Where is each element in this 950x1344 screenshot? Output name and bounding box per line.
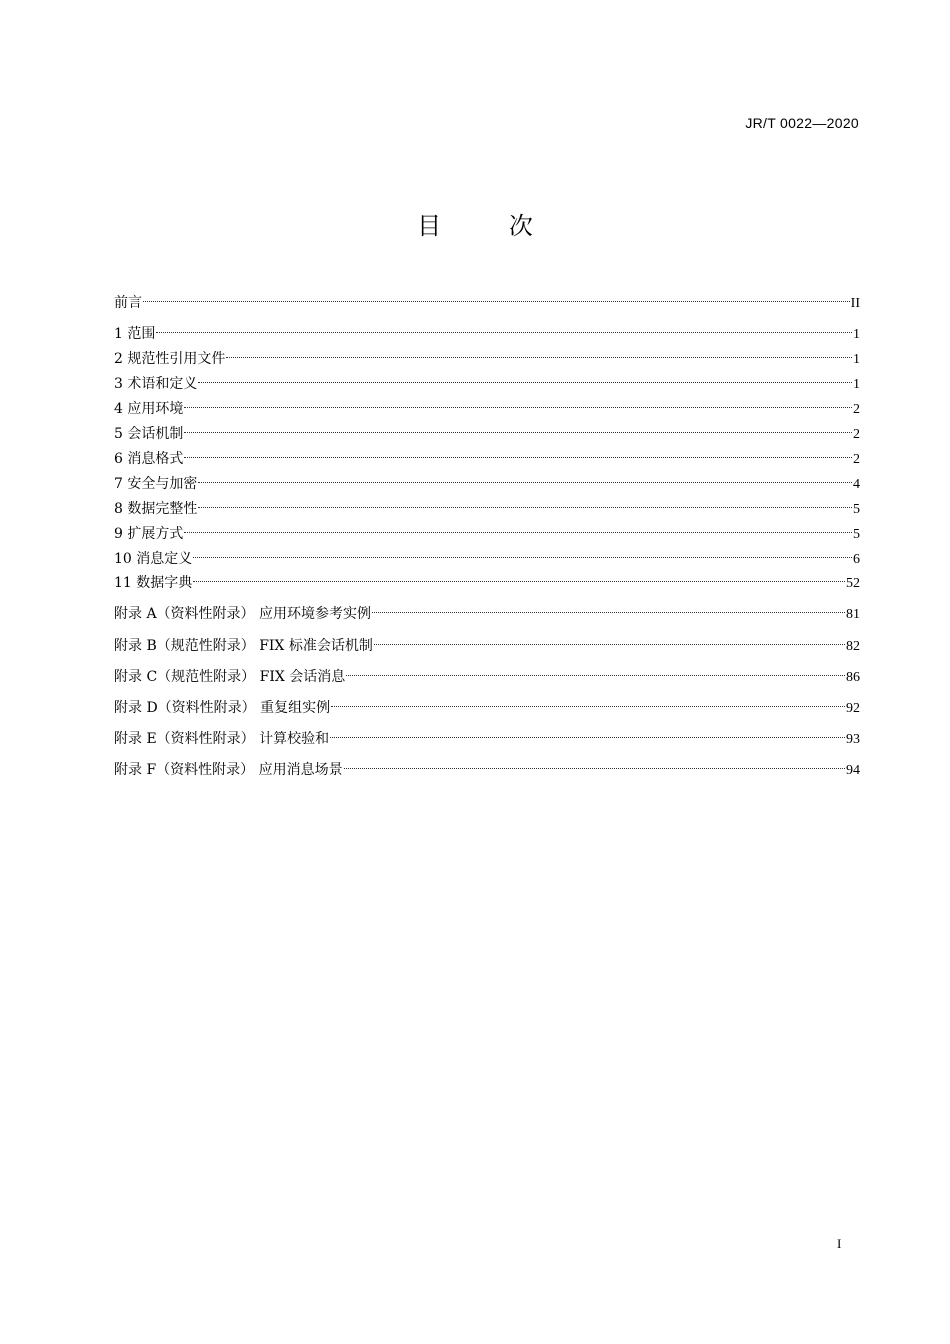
toc-leader-dots (344, 754, 845, 774)
toc-entry-10[interactable] (114, 543, 860, 567)
toc-entry-label: 6 消息格式 (114, 451, 184, 467)
toc-entry-label: 附录 E（资料性附录） 计算校验和 (114, 731, 330, 747)
toc-entry-5[interactable] (114, 418, 860, 442)
toc-entry-annex-a[interactable] (114, 598, 860, 622)
toc-entry-label: 7 安全与加密 (114, 476, 198, 492)
toc-entry-2[interactable] (114, 343, 860, 367)
toc-leader-dots (330, 723, 845, 743)
toc-entry-annex-b[interactable] (114, 630, 860, 654)
toc-entry-page: 1 (853, 377, 860, 392)
toc-leader-dots (184, 443, 852, 463)
toc-entry-page: 93 (846, 732, 860, 747)
toc-entry-page: 2 (853, 427, 860, 442)
toc-entry-label: 5 会话机制 (114, 426, 184, 442)
toc-leader-dots (193, 567, 845, 587)
toc-entry-page: 82 (846, 639, 860, 654)
toc-entry-7[interactable] (114, 468, 860, 492)
toc-entry-page: 5 (853, 502, 860, 517)
toc-leader-dots (372, 598, 845, 618)
toc-entry-page: 4 (853, 477, 860, 492)
toc-entry-label: 10 消息定义 (114, 551, 193, 567)
toc-title-char-2: 次 (508, 212, 533, 240)
toc-entry-foreword[interactable] (114, 287, 860, 311)
toc-entry-label: 3 术语和定义 (114, 376, 198, 392)
toc-entry-label: 附录 A（资料性附录） 应用环境参考实例 (114, 606, 372, 622)
toc-entry-label: 2 规范性引用文件 (114, 351, 226, 367)
toc-leader-dots (184, 418, 852, 438)
page-number: I (837, 1236, 842, 1251)
toc-title-char-1: 目 (417, 212, 442, 240)
toc-entry-page: 2 (853, 402, 860, 417)
toc-leader-dots (184, 393, 852, 413)
toc-entry-4[interactable] (114, 393, 860, 417)
toc-entry-8[interactable] (114, 493, 860, 517)
toc-entry-page: 2 (853, 452, 860, 467)
toc-entry-label: 附录 F（资料性附录） 应用消息场景 (114, 762, 343, 778)
toc-entry-annex-d[interactable] (114, 692, 860, 716)
toc-leader-dots (346, 661, 845, 681)
toc-entry-annex-e[interactable] (114, 723, 860, 747)
toc-entry-page: 52 (846, 576, 860, 591)
toc-entry-label: 1 范围 (114, 326, 156, 342)
document-code: JR/T 0022—2020 (745, 115, 859, 131)
toc-leader-dots (143, 287, 850, 307)
toc-entry-6[interactable] (114, 443, 860, 467)
toc-entry-label: 11 数据字典 (114, 575, 193, 591)
toc-entry-annex-f[interactable] (114, 754, 860, 778)
toc-entry-page: 86 (846, 670, 860, 685)
toc-entry-1[interactable] (114, 318, 860, 342)
toc-entry-3[interactable] (114, 368, 860, 392)
toc-leader-dots (198, 468, 852, 488)
toc-entry-page: 92 (846, 701, 860, 716)
toc-leader-dots (193, 543, 852, 563)
toc-leader-dots (184, 518, 852, 538)
toc-entry-page: 5 (853, 527, 860, 542)
toc-leader-dots (374, 630, 845, 650)
toc-entry-page: 6 (853, 552, 860, 567)
toc-leader-dots (156, 318, 852, 338)
toc-entry-11[interactable] (114, 567, 860, 591)
toc-leader-dots (198, 493, 852, 513)
toc-entry-page: 1 (853, 352, 860, 367)
toc-leader-dots (198, 368, 852, 388)
toc-entry-page: 1 (853, 327, 860, 342)
toc-entry-label: 附录 B（规范性附录） FIX 标准会话机制 (114, 638, 373, 654)
toc-entry-label: 附录 D（资料性附录） 重复组实例 (114, 700, 331, 716)
toc-entry-annex-c[interactable] (114, 661, 860, 685)
toc-entry-page: 94 (846, 763, 860, 778)
toc-entry-label: 前言 (114, 295, 142, 311)
toc-title (0, 206, 950, 241)
toc-entry-page: II (850, 296, 860, 311)
toc-leader-dots (226, 343, 852, 363)
toc-entry-label: 附录 C（规范性附录） FIX 会话消息 (114, 669, 346, 685)
toc-entry-9[interactable] (114, 518, 860, 542)
toc-entry-label: 8 数据完整性 (114, 501, 198, 517)
toc-entry-page: 81 (846, 607, 860, 622)
toc-leader-dots (331, 692, 845, 712)
toc-entry-label: 4 应用环境 (114, 401, 184, 417)
toc-entry-label: 9 扩展方式 (114, 526, 184, 542)
